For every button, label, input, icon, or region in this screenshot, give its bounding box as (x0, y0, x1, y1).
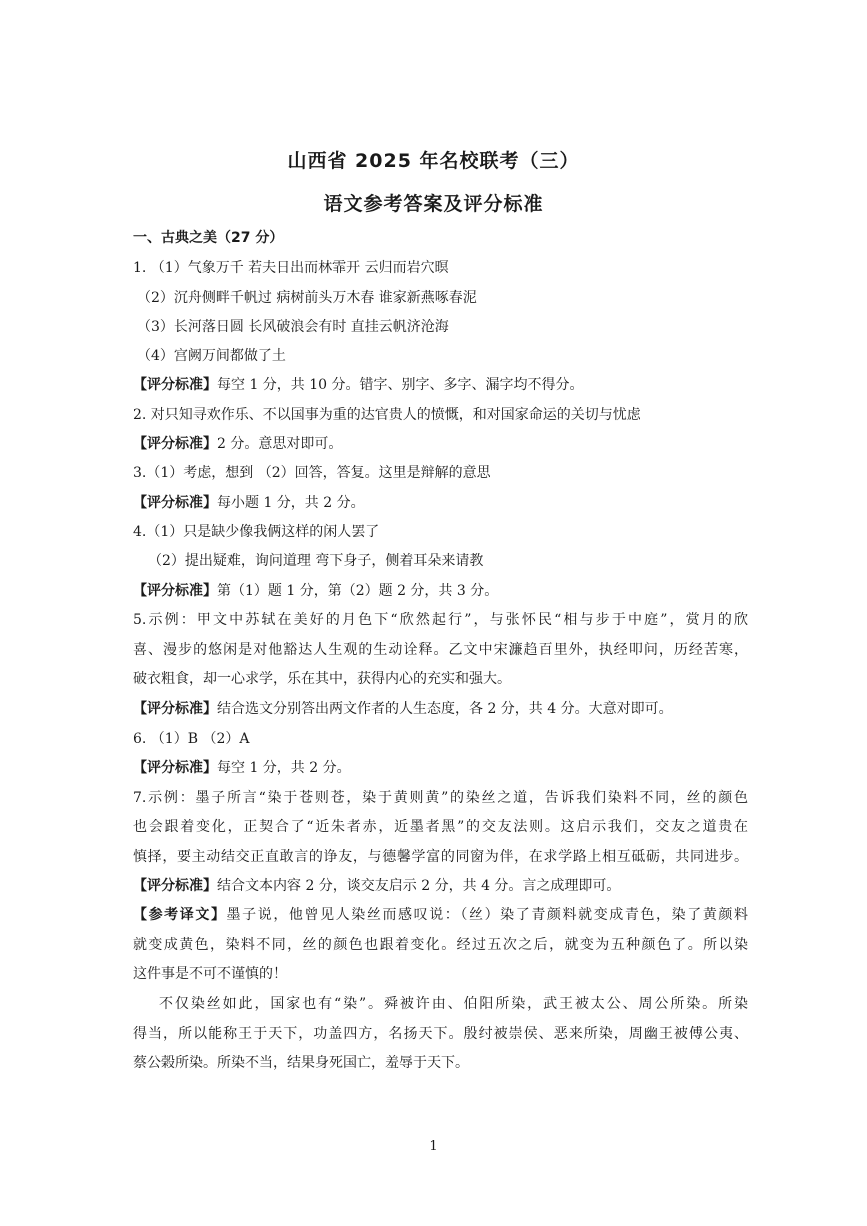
q2-criteria (133, 435, 748, 453)
q4-criteria (133, 582, 748, 600)
q7-line-2: 也会跟着变化，正契合了“近朱者赤，近墨者黑”的交友法则。这启示我们，交友之道贵在 (133, 819, 748, 835)
q1-line-4: （4）宫阙万间都做了土 (137, 348, 286, 364)
q5-line-2: 喜、漫步的悠闲是对他豁达人生观的生动诠释。乙文中宋濂趋百里外，执经叩问，历经苦寒， (133, 642, 748, 658)
q5-line-3: 破衣粗食，却一心求学，乐在其中，获得内心的充实和强大。 (133, 671, 511, 687)
translation-label: 【参考译文】 (133, 907, 227, 923)
q7-criteria (133, 877, 748, 895)
q4-line-1: 4.（1）只是缺少像我俩这样的闲人罢了 (133, 524, 380, 540)
translation-line-6: 蔡公榖所染。所染不当，结果身死国亡，羞辱于天下。 (133, 1055, 469, 1071)
criteria-text: 2 分。意思对即可。 (217, 436, 343, 452)
q7-line-1: 7.示例：墨子所言“染于苍则苍，染于黄则黄”的染丝之道，告诉我们染料不同，丝的颜色 (133, 790, 748, 806)
q6-line-1: 6. （1）B （2）A (133, 731, 250, 747)
q1-line-3: （3）长河落日圆 长风破浪会有时 直挂云帆济沧海 (137, 319, 449, 335)
q5-criteria (133, 700, 748, 718)
criteria-label: 【评分标准】 (133, 377, 217, 393)
criteria-text: 结合文本内容 2 分，谈交友启示 2 分，共 4 分。言之成理即可。 (217, 878, 621, 894)
criteria-label: 【评分标准】 (133, 583, 217, 599)
q5-line-1: 5.示例：甲文中苏轼在美好的月色下“欣然起行”，与张怀民“相与步于中庭”，赏月的欣 (133, 612, 748, 628)
translation-line-2: 就变成黄色，染料不同，丝的颜色也跟着变化。经过五次之后，就变为五种颜色了。所以染 (133, 937, 748, 953)
criteria-label: 【评分标准】 (133, 495, 217, 511)
translation-line-1 (133, 906, 748, 924)
criteria-text: 第（1）题 1 分，第（2）题 2 分，共 3 分。 (217, 583, 499, 599)
q2-line-1: 2. 对只知寻欢作乐、不以国事为重的达官贵人的愤慨，和对国家命运的关切与忧虑 (133, 407, 641, 423)
q1-criteria (133, 376, 748, 394)
criteria-label: 【评分标准】 (133, 760, 217, 776)
q3-criteria (133, 494, 748, 512)
page-subtitle: 语文参考答案及评分标准 (323, 193, 544, 215)
page-number: 1 (429, 1139, 438, 1154)
translation-line-5: 得当，所以能称王于天下，功盖四方，名扬天下。殷纣被崇侯、恶来所染，周幽王被傅公夷、 (133, 1026, 748, 1042)
translation-line-4: 不仅染丝如此，国家也有“染”。舜被许由、伯阳所染，武王被太公、周公所染。所染 (159, 996, 748, 1012)
section-heading: 一、古典之美（27 分） (133, 230, 284, 246)
criteria-label: 【评分标准】 (133, 878, 217, 894)
translation-line-3: 这件事是不可不谨慎的！ (133, 966, 287, 982)
criteria-label: 【评分标准】 (133, 701, 217, 717)
q1-line-1: 1. （1）气象万千 若夫日出而林霏开 云归而岩穴暝 (133, 260, 449, 276)
criteria-text: 每空 1 分，共 10 分。错字、别字、多字、漏字均不得分。 (217, 377, 584, 393)
criteria-text: 每空 1 分，共 2 分。 (217, 760, 351, 776)
q7-line-3: 慎择，要主动结交正直敢言的诤友，与德馨学富的同窗为伴，在求学路上相互砥砺，共同进步。 (133, 849, 748, 865)
q3-line-1: 3.（1）考虑，想到 （2）回答，答复。这里是辩解的意思 (133, 465, 491, 481)
criteria-text: 每小题 1 分，共 2 分。 (217, 495, 365, 511)
q1-line-2: （2）沉舟侧畔千帆过 病树前头万木春 谁家新燕啄春泥 (137, 290, 477, 306)
q6-criteria (133, 759, 748, 777)
criteria-label: 【评分标准】 (133, 436, 217, 452)
criteria-text: 结合选文分别答出两文作者的人生态度，各 2 分，共 4 分。大意对即可。 (217, 701, 673, 717)
q4-line-2: （2）提出疑难，询问道理 弯下身子，侧着耳朵来请教 (148, 553, 484, 569)
translation-text: 墨子说，他曾见人染丝而感叹说：（丝）染了青颜料就变成青色，染了黄颜料 (226, 907, 748, 923)
page-title: 山西省 2025 年名校联考（三） (287, 150, 580, 172)
